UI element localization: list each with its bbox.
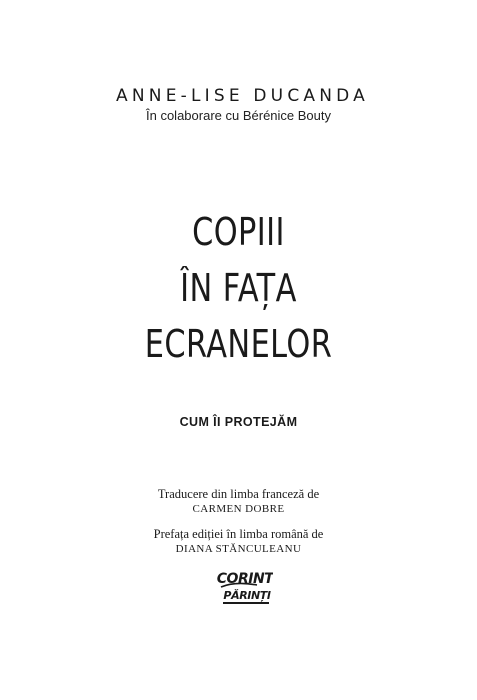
preface-author-name: DIANA STĂNCULEANU — [175, 543, 302, 555]
publisher-logo-icon — [217, 567, 273, 607]
translator-name: CARMEN DOBRE — [192, 503, 285, 515]
title-line-2: ÎN FAȚA — [180, 266, 297, 310]
publisher-name-line-2: PĂRINȚI — [223, 589, 271, 602]
logo-underline — [223, 602, 269, 604]
title-line-3: ECRANELOR — [144, 322, 333, 366]
preface-credit — [0, 527, 477, 557]
book-subtitle: CUM ÎI PROTEJĂM — [179, 415, 298, 429]
translation-credit — [0, 487, 477, 517]
author-name: ANNE-LISE DUCANDA — [116, 86, 369, 106]
book-title — [0, 204, 477, 372]
publisher-name-line-1: CORINT — [217, 571, 273, 587]
preface-label: Prefața ediției în limba română de — [153, 527, 324, 541]
translation-label: Traducere din limba franceză de — [157, 487, 320, 501]
collaboration-credit: În colaborare cu Bérénice Bouty — [146, 108, 331, 123]
title-line-1: COPIII — [192, 210, 285, 254]
